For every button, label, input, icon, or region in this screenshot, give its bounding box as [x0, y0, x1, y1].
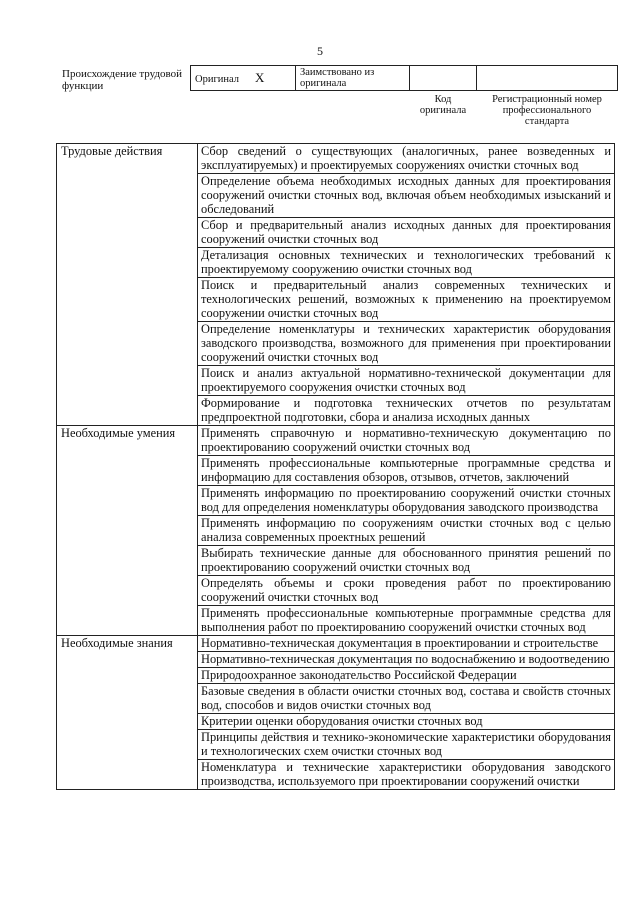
- section-item: Применять информацию по проектированию сооружений очистки сточных вод для определения номенклатуры оборудования заводского производства: [198, 486, 615, 516]
- borrowed-cell: Заимствовано из оригинала: [296, 66, 410, 91]
- section-item: Формирование и подготовка технических отчетов по результатам предпроектной подготовки, сбора и анализа исходных данных: [198, 396, 615, 426]
- section-item: Критерии оценки оборудования очистки сточных вод: [198, 714, 615, 730]
- section-item: Сбор сведений о существующих (аналогичных, ранее возведенных и эксплуатируемых) и проектируемых сооружениях очистки сточных вод: [198, 144, 615, 174]
- reg-number-cell: [477, 66, 618, 91]
- section-item: Природоохранное законодательство Российской Федерации: [198, 668, 615, 684]
- original-mark: X: [255, 69, 265, 85]
- origin-label: Происхождение трудовой функции: [62, 68, 183, 92]
- section-item: Базовые сведения в области очистки сточных вод, состава и свойств сточных вод, способов и видов очистки сточных вод: [198, 684, 615, 714]
- original-label: Оригинал: [195, 73, 239, 85]
- section-item: Принципы действия и технико-экономические характеристики оборудования и технологических схем очистки сточных вод: [198, 730, 615, 760]
- code-caption: Код оригинала: [419, 94, 467, 116]
- section-item: Детализация основных технических и технологических требований к проектируемому сооружению очистки сточных вод: [198, 248, 615, 278]
- section-item: Определять объемы и сроки проведения работ по проектированию сооружений очистки сточных вод: [198, 576, 615, 606]
- section-item: Поиск и предварительный анализ современных технических и технологических решений, возможных к применению на проектируемом сооружении очистки сточных вод: [198, 278, 615, 322]
- section-item: Выбирать технические данные для обоснованного принятия решений по проектированию сооружений очистки сточных вод: [198, 546, 615, 576]
- table-row: [57, 636, 615, 652]
- original-cell: [191, 66, 296, 91]
- section-item: Применять профессиональные компьютерные программные средства для выполнения работ по проектированию сооружений очистки сточных вод: [198, 606, 615, 636]
- origin-table: [190, 65, 618, 91]
- section-item: Номенклатура и технические характеристики оборудования заводского производства, используемого при проектировании сооружений очистки: [198, 760, 615, 790]
- section-item: Нормативно-техническая документация по водоснабжению и водоотведению: [198, 652, 615, 668]
- competence-table: [56, 143, 615, 790]
- section-item: Применять профессиональные компьютерные программные средства и информацию для составления обзоров, отзывов, отчетов, заключений: [198, 456, 615, 486]
- section-item: Поиск и анализ актуальной нормативно-технической документации для проектируемого сооружения очистки сточных вод: [198, 366, 615, 396]
- table-row: [57, 144, 615, 174]
- section-item: Сбор и предварительный анализ исходных данных для проектирования сооружений очистки сточных вод: [198, 218, 615, 248]
- code-cell: [410, 66, 477, 91]
- section-title: Трудовые действия: [57, 144, 198, 426]
- page-number: 5: [317, 44, 323, 58]
- section-item: Нормативно-техническая документация в проектировании и строительстве: [198, 636, 615, 652]
- section-item: Определение объема необходимых исходных данных для проектирования сооружений очистки сточных вод, включая объем необходимых изысканий и обследований: [198, 174, 615, 218]
- section-item: Применять информацию по сооружениям очистки сточных вод с целью анализа современных проектных решений: [198, 516, 615, 546]
- section-item: Применять справочную и нормативно-техническую документацию по проектированию сооружений очистки сточных вод: [198, 426, 615, 456]
- section-title: Необходимые знания: [57, 636, 198, 790]
- section-title: Необходимые умения: [57, 426, 198, 636]
- table-row: [57, 426, 615, 456]
- section-item: Определение номенклатуры и технических характеристик оборудования заводского производства, возможного для применения при проектировании сооружений очистки сточных вод: [198, 322, 615, 366]
- reg-caption: Регистрационный номер профессионального стандарта: [492, 94, 602, 127]
